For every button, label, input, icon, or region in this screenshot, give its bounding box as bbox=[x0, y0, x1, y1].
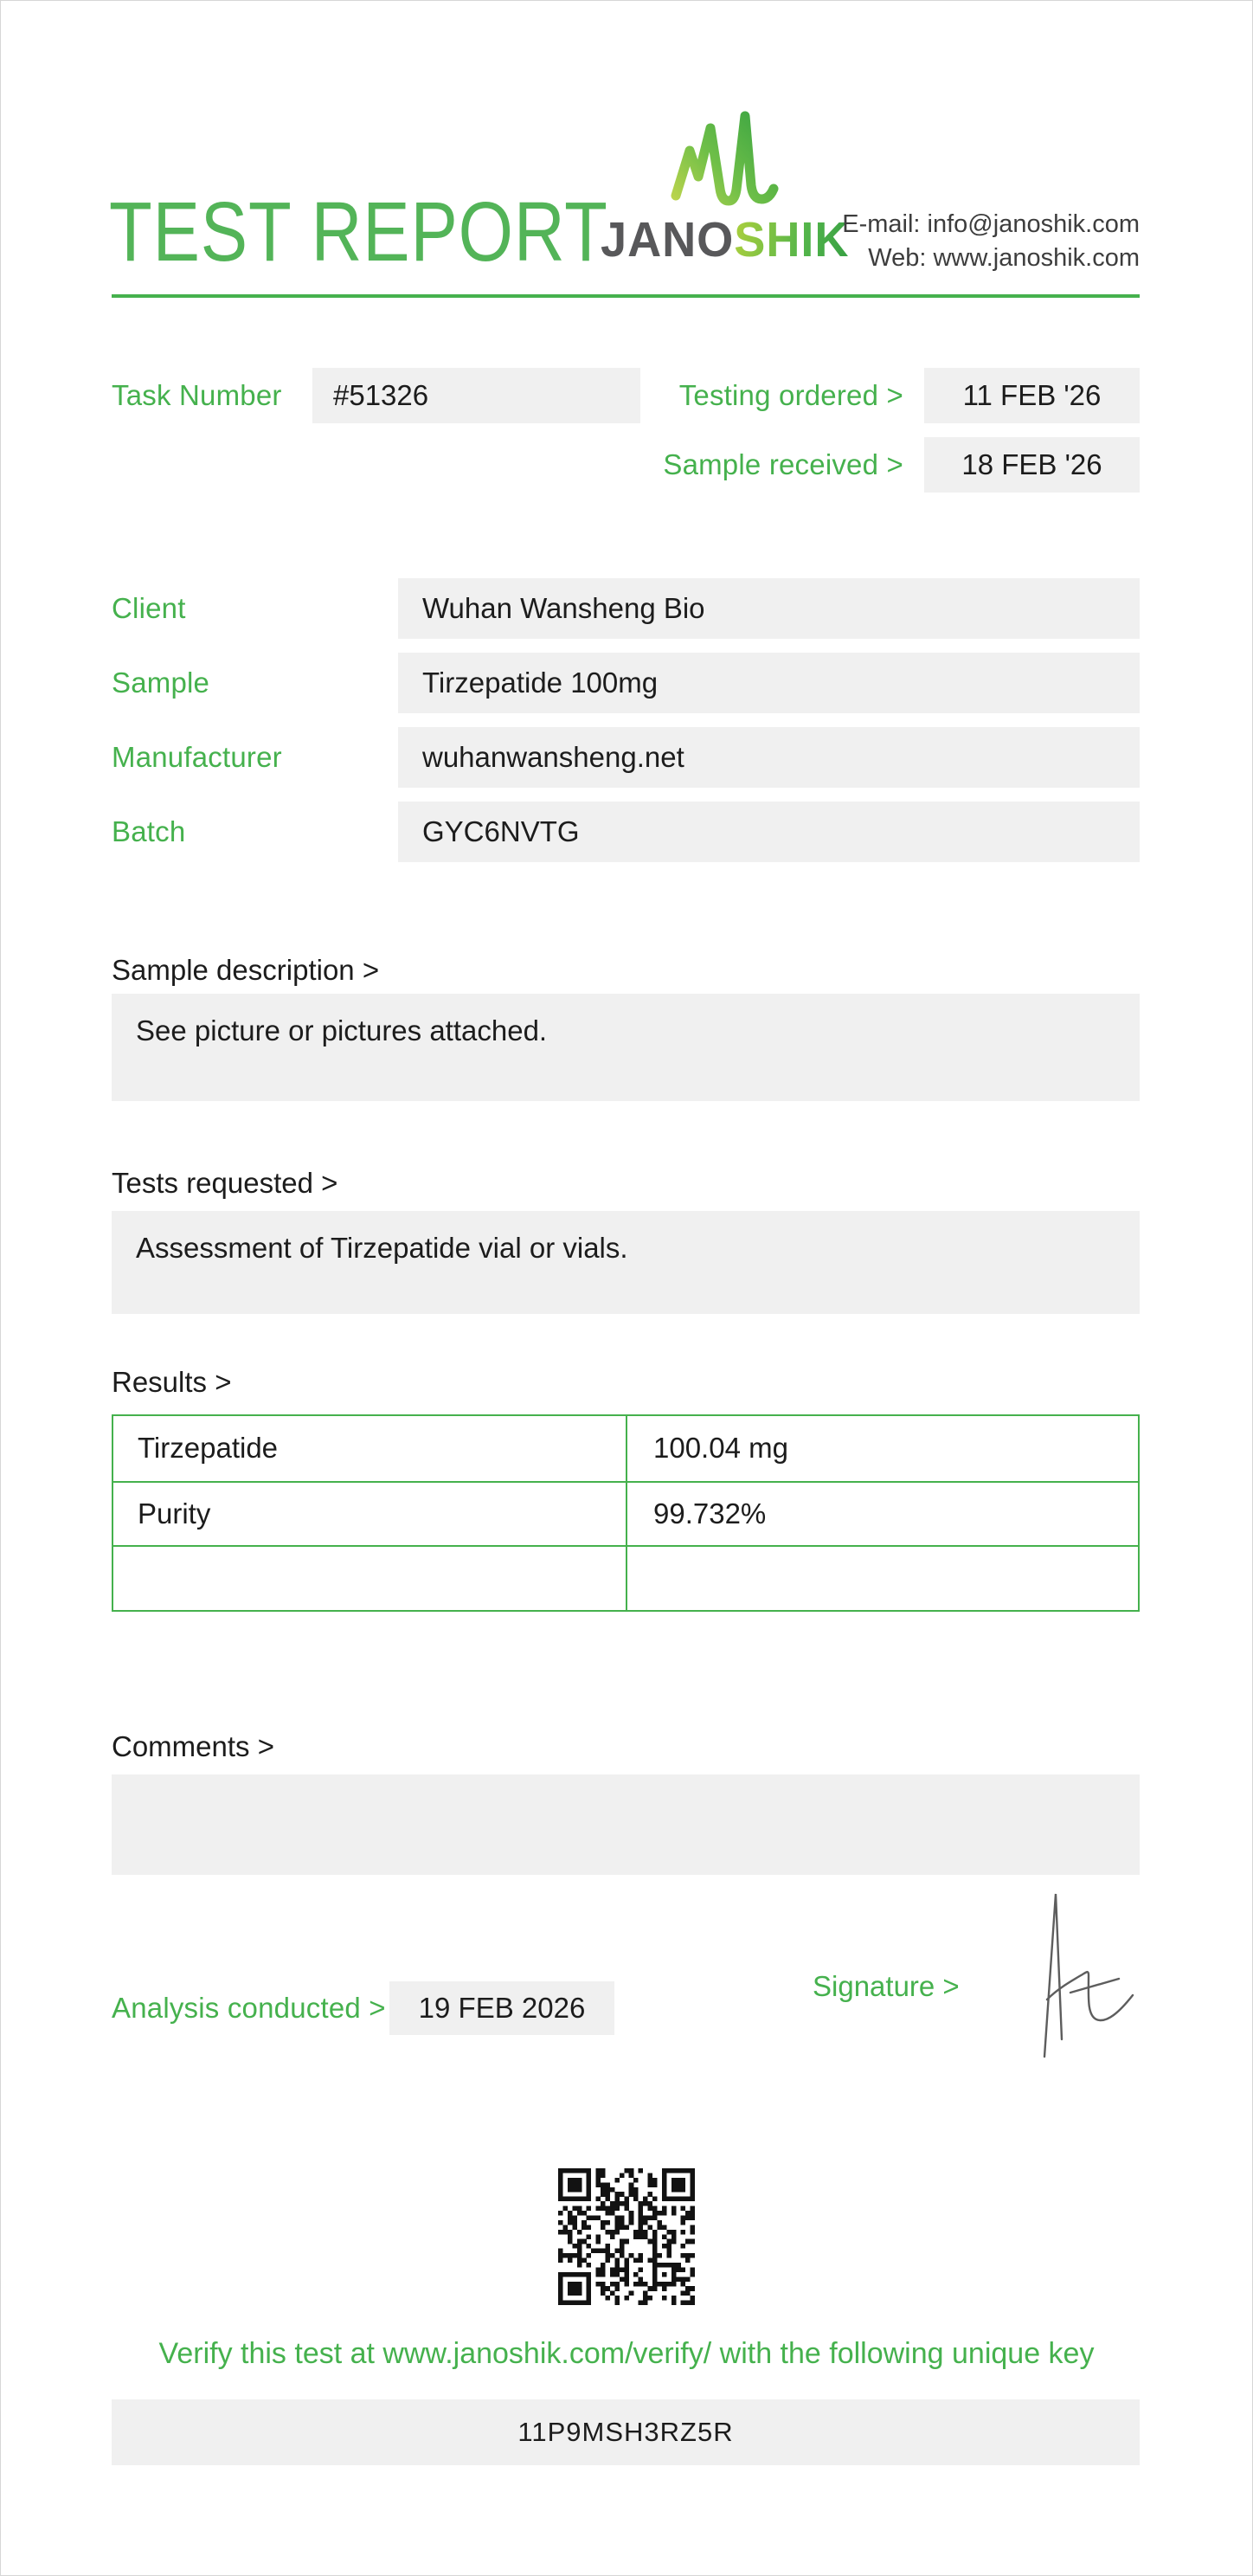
table-row bbox=[113, 1481, 1138, 1546]
sample-label: Sample bbox=[112, 667, 210, 699]
table-row bbox=[113, 1416, 1138, 1481]
unique-key-box bbox=[112, 2399, 1140, 2465]
contact-email: E-mail: info@janoshik.com bbox=[842, 210, 1140, 238]
janoshik-logo bbox=[601, 214, 849, 266]
client-label: Client bbox=[112, 592, 186, 624]
header-divider bbox=[112, 294, 1140, 298]
manufacturer-field bbox=[398, 727, 1140, 788]
contact-block bbox=[842, 208, 1140, 275]
batch-value: GYC6NVTG bbox=[422, 815, 580, 847]
tests-requested-box bbox=[112, 1211, 1140, 1314]
sample-value: Tirzepatide 100mg bbox=[422, 667, 659, 699]
result-value-cell: 99.732% bbox=[626, 1483, 1138, 1546]
results-label: Results > bbox=[112, 1366, 232, 1398]
client-field bbox=[398, 578, 1140, 639]
qr-code bbox=[558, 2168, 695, 2305]
janoshik-logo-mark-icon bbox=[669, 109, 783, 215]
unique-key-value: 11P9MSH3RZ5R bbox=[517, 2417, 734, 2447]
manufacturer-label: Manufacturer bbox=[112, 741, 282, 773]
client-value: Wuhan Wansheng Bio bbox=[422, 592, 705, 624]
sample-description-label: Sample description > bbox=[112, 954, 380, 986]
sample-description-text: See picture or pictures attached. bbox=[136, 1014, 548, 1046]
tests-requested-label: Tests requested > bbox=[112, 1167, 338, 1199]
result-name-cell: Tirzepatide bbox=[138, 1432, 279, 1465]
manufacturer-value: wuhanwansheng.net bbox=[422, 741, 684, 773]
sample-field bbox=[398, 653, 1140, 713]
testing-ordered-value: 11 FEB '26 bbox=[962, 379, 1102, 411]
tests-requested-text: Assessment of Tirzepatide vial or vials. bbox=[136, 1232, 628, 1264]
testing-ordered-field bbox=[924, 368, 1140, 423]
batch-label: Batch bbox=[112, 815, 186, 847]
signature-icon bbox=[1030, 1885, 1160, 2063]
task-number-field bbox=[312, 368, 640, 423]
analysis-conducted-label: Analysis conducted > bbox=[112, 1992, 386, 2024]
testing-ordered-label: Testing ordered > bbox=[678, 379, 903, 411]
sample-received-label: Sample received > bbox=[663, 448, 903, 480]
analysis-conducted-field bbox=[389, 1981, 614, 2035]
result-value-cell: 100.04 mg bbox=[626, 1416, 1138, 1481]
result-name-cell: Purity bbox=[138, 1497, 211, 1530]
batch-field bbox=[398, 802, 1140, 862]
result-name-cell bbox=[113, 1547, 626, 1610]
page-title: TEST REPORT bbox=[109, 184, 608, 279]
verify-instruction: Verify this test at www.janoshik.com/verify/ with the following unique key bbox=[158, 2337, 1095, 2370]
comments-label: Comments > bbox=[112, 1730, 274, 1762]
comments-box bbox=[112, 1774, 1140, 1875]
signature-label: Signature > bbox=[813, 1970, 960, 2002]
table-row bbox=[113, 1545, 1138, 1610]
task-number-value: #51326 bbox=[333, 379, 429, 411]
task-number-label: Task Number bbox=[112, 379, 282, 411]
result-value-cell bbox=[626, 1547, 1138, 1610]
sample-received-value: 18 FEB '26 bbox=[961, 448, 1102, 480]
sample-description-box bbox=[112, 994, 1140, 1101]
logo-jano-text: JANO bbox=[601, 212, 735, 267]
contact-web: Web: www.janoshik.com bbox=[868, 244, 1140, 272]
analysis-conducted-value: 19 FEB 2026 bbox=[418, 1992, 586, 2024]
results-table bbox=[112, 1414, 1140, 1612]
sample-received-field bbox=[924, 437, 1140, 493]
logo-shik-text: SHIK bbox=[734, 212, 850, 267]
